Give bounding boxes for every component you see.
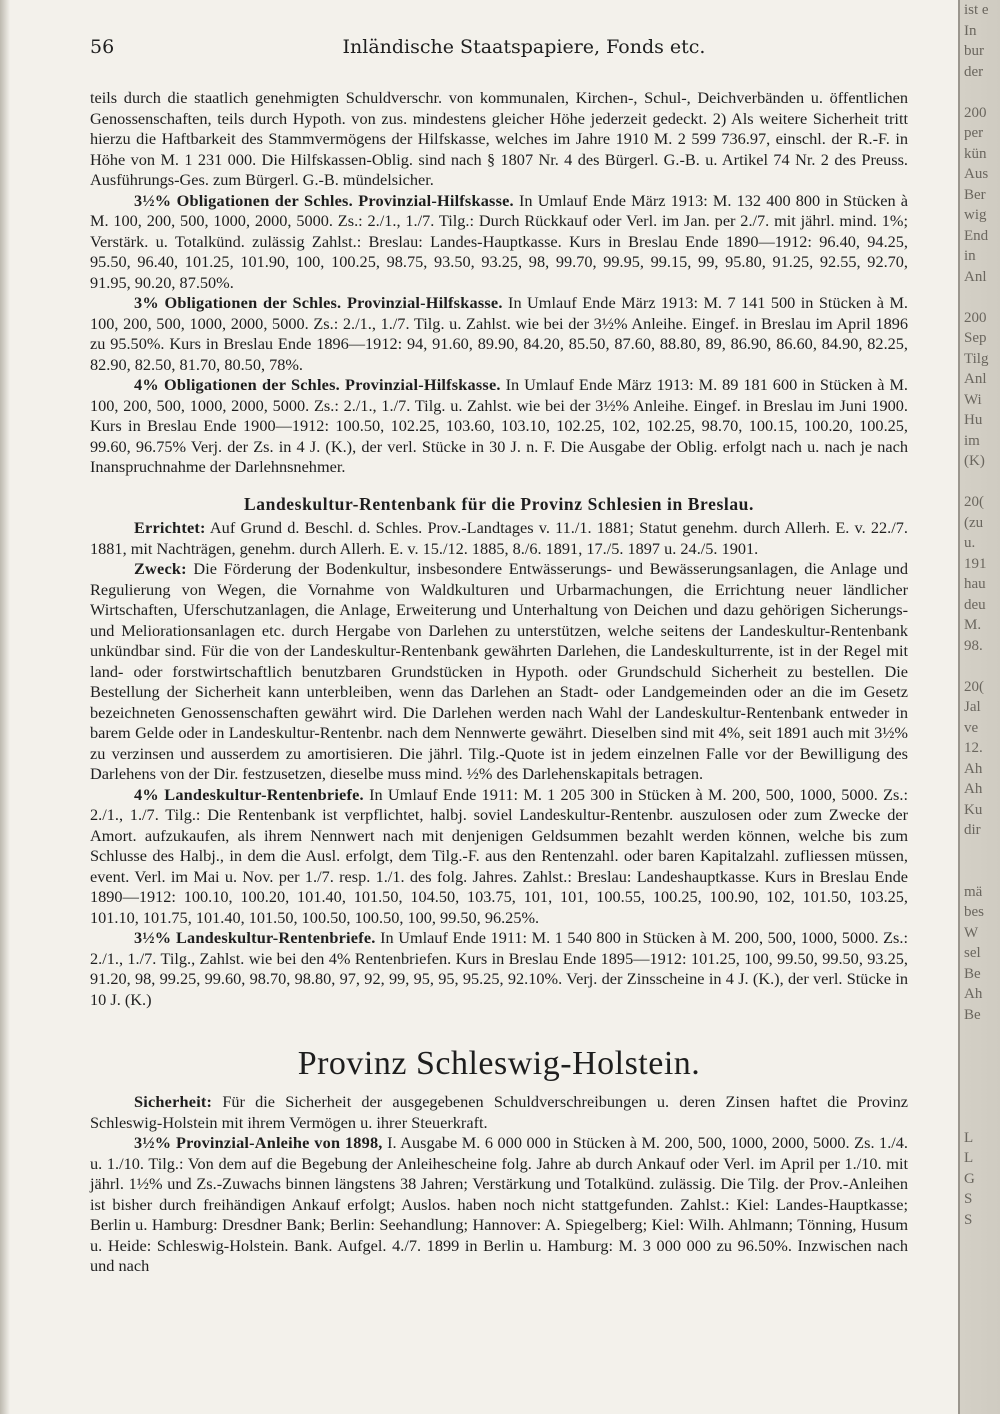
- entry-text: Für die Sicherheit der ausgegebenen Schuldverschreibungen u. deren Zinsen haftet die Provinz Schleswig-Holstein mit ihrem Vermögen u. ihrer Steuerkraft.: [90, 1092, 908, 1132]
- facing-page-fragment: L: [964, 1129, 974, 1146]
- facing-page-fragment: [960, 1066, 1000, 1087]
- entry-text: In Umlauf Ende 1911: M. 1 540 800 in Stücken à M. 200, 500, 1000, 5000. Zs.: 2./1., 1./7. Tilg., Zahlst. wie bei den 4% Rentenbriefen. Kurs in Breslau Ende 1895—1912: 101.25, 100, 99.50, 99.50, 93.25, 91.20, 98, 99.25, 99.60, 98.70, 98.80, 97, 92, 99, 95, 95, 95.25, 92.10%. Verj. der Zinsscheine in 4 J. (K.), der verl. Stücke in 10 J. (K.): [90, 928, 908, 1009]
- entry-text: In Umlauf Ende 1911: M. 1 205 300 in Stücken à M. 200, 500, 1000, 5000. Zs.: 2./1., 1./7. Tilg.: Die Rentenbank ist verpflichtet, halbj. soviel Landeskultur-Rentenbr. auszulosen oder zum Zwecke der Amort. aufzukaufen, als ihrem Nennwert nach mit denjenigen Geldsummen bezahlt werden können, welche bis zum Schlusse des Halbj., in dem die Ausl. erfolgt, dem Tilg.-F. aus den Rentenzahl. oder baren Kapitalzahl. zufliessen müssen, event. Verl. im Mai u. Nov. per 1./7. resp. 1./1. des folg. Jahres. Zahlst.: Breslau: Landeshauptkasse. Kurs in Breslau Ende 1890—1912: 100.10, 100.20, 101.40, 101.50, 104.50, 103.75, 101, 101, 100.55, 100.25, 100.90, 102, 101.50, 103.25, 101.10, 101.75, 101.40, 101.50, 100.50, 100.50, 100, 99.50, 96.25%.: [90, 784, 908, 927]
- facing-page-fragment: Sep: [964, 330, 987, 346]
- entry-title: 3½% Provinzial-Anleihe von 1898,: [134, 1133, 383, 1152]
- facing-page-fragment: [960, 841, 1000, 862]
- facing-page-fragment: sel: [964, 945, 981, 961]
- entry-paragraph: [90, 559, 908, 785]
- entry-paragraph: [90, 1133, 908, 1277]
- facing-page-fragment: 200: [964, 309, 987, 326]
- facing-page-fragment: Anl: [964, 268, 987, 285]
- entry-text: Die Förderung der Bodenkultur, insbesondere Entwässerungs- und Bewässerungsanlagen, die Anlage und Regulierung von Wegen, die Vornahme von Waldkulturen und Urbarmachungen, die Errichtung neuer ländlicher Wirtschaften, Uferschutzanlagen, die Anlage, Erweiterung und Unterhaltung von Deichen und dazu gehörigen Sicherungs- und Meliorationsanlagen etc. durch Hergabe von Darlehen zu unterstützen, welche seitens der Landeskultur-Rentenbank unkündbar sind. Für die von der Landeskultur-Rentenbank gewährten Darlehen, die Landeskulturrente, ist in der Regel mit land- oder forstwirtschaftlich benutzbaren Grundstücken in Hypoth. oder Grundschuld Sicherheit zu bestellen. Die Bestellung der Sicherheit kann unterbleiben, wenn das Darlehen an Stadt- oder Landgemeinden oder an die im Gesetz bezeichneten Genossenschaften gewährt wird. Die Darlehen werden nach Wahl der Landeskultur-Rentenbank entweder in barem Gelde oder in Landeskultur-Rentenbr. nach dem Nennwerte gewährt. Dieselben sind mit 4%, seit 1891 auch mit 3½% zu verzinsen und ausserdem zu amortisieren. Die jährl. Tilg.-Quote ist in jedem einzelnen Falle vor der Bewilligung des Darlehens von der Dir. festzusetzen, dieselbe muss mind. ½% des Darlehenskapitals betragen.: [90, 559, 908, 783]
- running-header: [90, 36, 958, 62]
- facing-page-fragment: [960, 472, 1000, 493]
- entry-text: In Umlauf Ende März 1913: M. 7 141 500 in Stücken à M. 100, 200, 500, 1000, 2000, 5000. Zs.: 2./1., 1./7. Tilg. u. Zahlst. wie bei der 3½% Anleihe. Eingef. in Breslau im April 1896 zu 95.50%. Kurs in Breslau Ende 1896—1912: 94, 91.60, 89.90, 84.20, 85.50, 87.60, 88.80, 89, 86.90, 86.60, 84.90, 82.25, 82.90, 82.50, 81.70, 80.50, 78%.: [90, 293, 908, 374]
- entry-title: 4% Landeskultur-Rentenbriefe.: [134, 784, 364, 804]
- facing-page-fragment: ist e: [964, 2, 989, 18]
- facing-page-fragment: Ah: [964, 760, 983, 777]
- facing-page-fragment: im: [964, 432, 980, 449]
- facing-page-edge: [958, 0, 1000, 1414]
- entry-text: Auf Grund d. Beschl. d. Schles. Prov.-Landtages v. 11./1. 1881; Statut genehm. durch Allerh. E. v. 22./7. 1881, mit Nachträgen, genehm. durch Allerh. E. v. 15./12. 1885, 8./6. 1891, 17./5. 1897 u. 24./5. 1901.: [90, 518, 908, 558]
- facing-page-fragment: Be: [964, 965, 981, 982]
- facing-page-fragment: 191: [964, 555, 987, 572]
- facing-page-fragment: L: [964, 1150, 974, 1166]
- facing-page-fragment: Tilg: [964, 350, 989, 367]
- entry-text: In Umlauf Ende März 1913: M. 132 400 800 in Stücken à M. 100, 200, 500, 1000, 2000, 5000. Zs.: 2./1., 1./7. Tilg.: Durch Rückkauf oder Verl. im Jan. per 2./7. mit jährl. mind. 1%; Verstärk. u. Totalkünd. zulässig Zahlst.: Breslau: Landes-Hauptkasse. Kurs in Breslau Ende 1890—1912: 96.40, 94.25, 95.50, 96.40, 101.25, 101.90, 100, 100.25, 98.75, 93.50, 93.25, 98, 99.70, 99.95, 99.15, 99, 95.80, 91.25, 92.55, 92.70, 91.95, 90.20, 87.50%.: [90, 190, 908, 292]
- facing-page-fragment: [960, 656, 1000, 677]
- facing-page-fragment: W: [964, 924, 979, 941]
- page-gutter-shadow: [0, 0, 10, 1414]
- facing-page-fragment: Jal: [964, 699, 981, 715]
- facing-page-fragment: In: [964, 22, 977, 39]
- facing-page-fragment: 98.: [964, 637, 983, 654]
- facing-page-fragment: kün: [964, 145, 987, 162]
- facing-page-fragment: in: [964, 248, 976, 264]
- facing-page-fragment: Wi: [964, 391, 982, 408]
- facing-page-fragment: hau: [964, 576, 986, 592]
- body-text: [90, 88, 908, 1277]
- entry-title: 3½% Landeskultur-Rentenbriefe.: [134, 928, 376, 947]
- entry-paragraph: [90, 375, 908, 478]
- entry-title: Errichtet:: [134, 518, 206, 537]
- facing-page-fragment: S: [964, 1191, 973, 1207]
- entry-title: 3% Obligationen der Schles. Provinzial-Hilfskasse.: [134, 293, 503, 312]
- facing-page-fragment: Ku: [964, 801, 983, 818]
- facing-page-fragment: Aus: [964, 166, 989, 182]
- entry-text: I. Ausgabe M. 6 000 000 in Stücken à M. 200, 500, 1000, 2000, 5000. Zs. 1./4. u. 1./10. Tilg.: Von dem auf die Begebung der Anleihescheine folg. Jahre ab durch Ankauf oder Verl. im April per 1./10. mit jährl. 1½% und Zs.-Zuwachs binnen längstens 38 Jahren; Verstärkung und Totalkünd. zulässig. Die Tilg. der Prov.-Anleihen ist bisher durch freihändigen Ankauf erfolgt; Auslos. haben noch nicht stattgefunden. Zahlst.: Kiel: Landes-Hauptkasse; Berlin u. Hamburg: Dresdner Bank; Berlin: Seehandlung; Hannover: A. Spiegelberg; Kiel: Wilh. Ahlmann; Tönning, Husum u. Heide: Schleswig-Holstein. Bank. Aufgel. 4./7. 1899 in Berlin u. Hamburg: M. 3 000 000 zu 96.50%. Inzwischen nach und nach: [90, 1133, 908, 1275]
- entry-paragraph: [90, 191, 908, 294]
- facing-page-fragment: (K): [964, 453, 985, 469]
- facing-page-fragment: [960, 861, 1000, 882]
- page-number: 56: [90, 36, 115, 58]
- entry-paragraph: [90, 1092, 908, 1133]
- facing-page-fragment: [960, 287, 1000, 308]
- facing-page-fragment: End: [964, 227, 989, 244]
- running-title: Inländische Staatspapiere, Fonds etc.: [342, 36, 706, 58]
- facing-page-fragment: wig: [964, 207, 987, 223]
- facing-page-fragment: mä: [964, 883, 983, 900]
- facing-page-fragment: [960, 82, 1000, 103]
- facing-page-fragment: Ah: [964, 781, 983, 797]
- facing-page-fragment: ve: [964, 719, 979, 736]
- entry-paragraph: [90, 293, 908, 375]
- entry-title: Sicherheit:: [134, 1092, 213, 1111]
- facing-page-fragment: deu: [964, 596, 986, 613]
- facing-page-fragment: Hu: [964, 412, 983, 428]
- facing-page-fragment: Ah: [964, 986, 983, 1002]
- facing-page-fragment: 12.: [964, 740, 983, 756]
- facing-page-fragment: u.: [964, 535, 976, 551]
- entry-paragraph: [90, 518, 908, 559]
- entry-paragraph: [90, 928, 908, 1010]
- facing-page-fragment: (zu: [964, 514, 984, 531]
- entry-title: 4% Obligationen der Schles. Provinzial-Hilfskasse.: [134, 375, 501, 394]
- facing-page-fragment: M.: [964, 617, 982, 633]
- facing-page-fragment: [960, 1046, 1000, 1067]
- entry-text: teils durch die staatlich genehmigten Schuldverschr. von kommunalen, Kirchen-, Schul-, Deichverbänden u. öffentlichen Genossenschaften, teils durch Hypoth. von zus. mindestens gleicher Höhe jederzeit gedeckt. 2) Als weitere Sicherheit tritt hierzu die Haftbarkeit des Stammvermögens der Hilfskasse, welches im Jahre 1910 M. 2 599 736.97, einschl. der R.-F. in Höhe von M. 1 231 000. Die Hilfskassen-Oblig. sind nach § 1807 Nr. 4 des Bürgerl. G.-B. u. Artikel 74 Nr. 2 des Preuss. Ausführungs-Ges. zum Bürgerl. G.-B. mündelsicher.: [90, 88, 908, 189]
- facing-page-fragment: Ber: [964, 186, 986, 203]
- facing-page-fragment: [960, 1025, 1000, 1046]
- facing-page-fragment: der: [964, 63, 984, 80]
- entry-paragraph: [90, 785, 908, 929]
- facing-page-fragment: [960, 1087, 1000, 1108]
- facing-page-fragment: G: [964, 1170, 975, 1187]
- facing-page-fragment: Anl: [964, 371, 987, 387]
- facing-page-fragment: 200: [964, 104, 987, 121]
- facing-page-fragment: S: [964, 1211, 973, 1228]
- entry-text: In Umlauf Ende März 1913: M. 89 181 600 in Stücken à M. 100, 200, 500, 1000, 2000, 5000. Zs.: 2./1., 1./7. Tilg. u. Zahlst. wie bei der 3½% Anleihe. Eingef. in Breslau im Juni 1900. Kurs in Breslau Ende 1900—1912: 100.50, 102.25, 103.60, 103.10, 102.25, 102, 102.25, 98.70, 100.15, 100.20, 100.25, 99.60, 96.75% Verj. der Zs. in 4 J. (K.), der verl. Stücke in 30 J. n. F. Die Ausgabe der Oblig. erfolgt nach u. nach je nach Inanspruchnahme der Darlehnsnehmer.: [90, 375, 908, 476]
- facing-page-fragment: bur: [964, 43, 984, 59]
- facing-page-fragment: Be: [964, 1006, 981, 1023]
- facing-page-fragment: per: [964, 125, 984, 141]
- continued-paragraph: [90, 88, 908, 191]
- section-heading: Landeskultur-Rentenbank für die Provinz Schlesien in Breslau.: [244, 493, 754, 514]
- facing-page-fragment: 20(: [964, 678, 984, 695]
- entry-title: Zweck:: [134, 559, 187, 578]
- facing-page-fragment: dir: [964, 822, 981, 838]
- region-heading: Provinz Schleswig-Holstein.: [297, 1045, 701, 1082]
- facing-page-fragment: [960, 1107, 1000, 1128]
- facing-page-fragment: 20(: [964, 494, 984, 510]
- facing-page-fragment: bes: [964, 904, 984, 920]
- entry-title: 3½% Obligationen der Schles. Provinzial-Hilfskasse.: [134, 190, 514, 210]
